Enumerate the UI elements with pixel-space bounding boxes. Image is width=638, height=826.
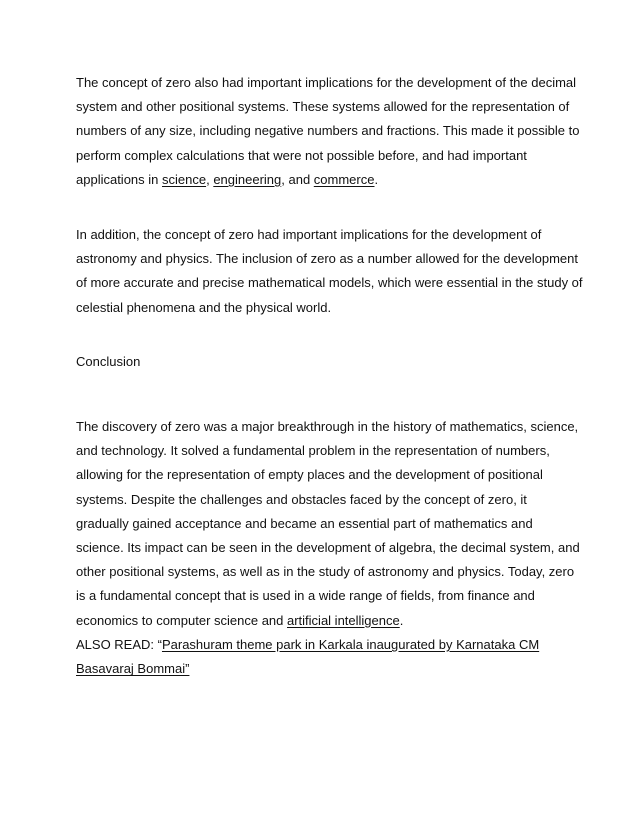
link-engineering[interactable]: engineering	[213, 171, 282, 187]
text-line: perform complex calculations that were not possible before, and had important	[76, 147, 527, 163]
text-line: system and other positional systems. These systems allowed for the representation of	[76, 99, 570, 115]
text-line: In addition, the concept of zero had important implications for the development of	[76, 227, 542, 242]
paragraph-conclusion	[76, 415, 580, 633]
text-line: systems. Despite the challenges and obstacles faced by the concept of zero, it	[76, 491, 527, 507]
link-artificial-intelligence[interactable]: artificial intelligence	[287, 612, 400, 628]
text-line: The concept of zero also had important implications for the development of the decimal	[76, 75, 577, 90]
text-line	[76, 609, 580, 633]
text-fragment: economics to computer science and	[76, 612, 287, 628]
text-line	[76, 657, 539, 681]
paragraph-astronomy-physics	[76, 223, 583, 320]
text-fragment: ,	[206, 171, 214, 187]
text-fragment: applications in	[76, 171, 162, 187]
text-line: of more accurate and precise mathematical models, which were essential in the study of	[76, 275, 583, 291]
text-line: is a fundamental concept that is used in a wide range of fields, from finance and	[76, 588, 535, 604]
text-line: numbers of any size, including negative numbers and fractions. This made it possible to	[76, 123, 580, 139]
text-line: astronomy and physics. The inclusion of zero as a number allowed for the development	[76, 251, 578, 267]
also-read-label: ALSO READ: “	[76, 637, 162, 652]
text-fragment: .	[399, 612, 404, 628]
text-fragment: .	[374, 171, 379, 187]
text-line: The discovery of zero was a major breakthrough in the history of mathematics, science,	[76, 419, 579, 434]
also-read-block	[76, 633, 539, 681]
paragraph-decimal-system	[76, 71, 579, 192]
text-line: gradually gained acceptance and became an essential part of mathematics and	[76, 515, 533, 531]
section-heading-conclusion: Conclusion	[76, 354, 141, 369]
text-line: allowing for the representation of empty places and the development of positional	[76, 467, 543, 483]
text-line: other positional systems, as well as in the study of astronomy and physics. Today, zero	[76, 564, 575, 580]
text-line: celestial phenomena and the physical world.	[76, 299, 332, 315]
text-line	[76, 168, 579, 192]
text-line: science. Its impact can be seen in the development of algebra, the decimal system, and	[76, 540, 580, 556]
text-line: and technology. It solved a fundamental problem in the representation of numbers,	[76, 443, 550, 459]
text-line	[76, 633, 539, 657]
text-fragment: , and	[281, 171, 314, 187]
link-commerce[interactable]: commerce	[313, 171, 375, 187]
link-also-read-article-cont[interactable]: Basavaraj Bommai”	[76, 661, 190, 677]
link-science[interactable]: science	[162, 171, 207, 187]
link-also-read-article[interactable]: Parashuram theme park in Karkala inaugurated by Karnataka CM	[161, 637, 540, 652]
